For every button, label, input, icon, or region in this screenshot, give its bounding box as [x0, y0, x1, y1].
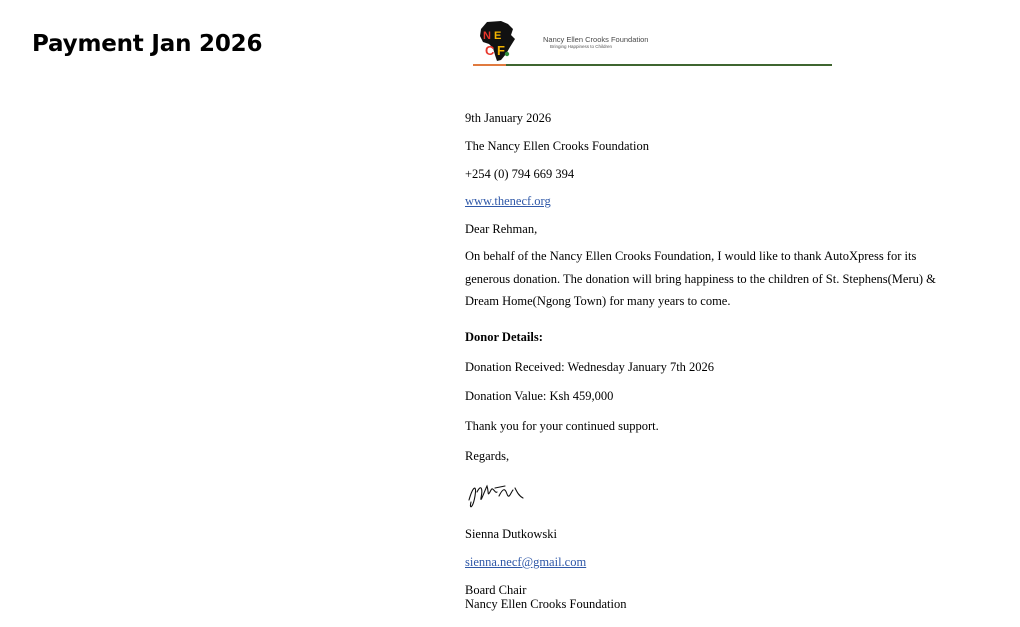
website-link[interactable]: www.thenecf.org — [465, 194, 551, 208]
donor-details-heading: Donor Details: — [465, 330, 543, 344]
letter-body: On behalf of the Nancy Ellen Crooks Foundation, I would like to thank AutoXpress for its generous donation. The donation will bring happiness to the children of St. Stephens(Meru) & Dream Home(Ngong Town) for many years to come. — [465, 249, 936, 308]
slide-title: Payment Jan 2026 — [32, 31, 263, 57]
necf-africa-logo-icon — [477, 20, 519, 62]
letterhead-accent-rule — [473, 64, 506, 66]
svg-text:C: C — [485, 43, 495, 58]
closing: Regards, — [465, 449, 510, 463]
org-name: Nancy Ellen Crooks Foundation — [543, 35, 649, 44]
signer-email-link[interactable]: sienna.necf@gmail.com — [465, 555, 587, 569]
org-tagline: Bringing Happiness to Children — [550, 44, 613, 49]
letterhead-rule — [506, 64, 832, 66]
donation-received: Donation Received: Wednesday January 7th 2026 — [465, 360, 715, 374]
signer-name: Sienna Dutkowski — [465, 527, 558, 541]
thank-you-line: Thank you for your continued support. — [465, 419, 659, 433]
signature-icon — [465, 478, 529, 512]
signer-org: Nancy Ellen Crooks Foundation — [465, 597, 627, 611]
sender-name: The Nancy Ellen Crooks Foundation — [465, 139, 649, 153]
salutation: Dear Rehman, — [465, 222, 538, 236]
svg-text:E: E — [494, 30, 502, 42]
svg-text:N: N — [483, 30, 491, 42]
sender-phone: +254 (0) 794 669 394 — [465, 167, 575, 181]
signer-title: Board Chair — [465, 583, 527, 597]
letterhead — [472, 18, 834, 70]
donation-value: Donation Value: Ksh 459,000 — [465, 389, 614, 403]
letter-date: 9th January 2026 — [465, 111, 552, 125]
svg-text:F: F — [497, 43, 505, 58]
